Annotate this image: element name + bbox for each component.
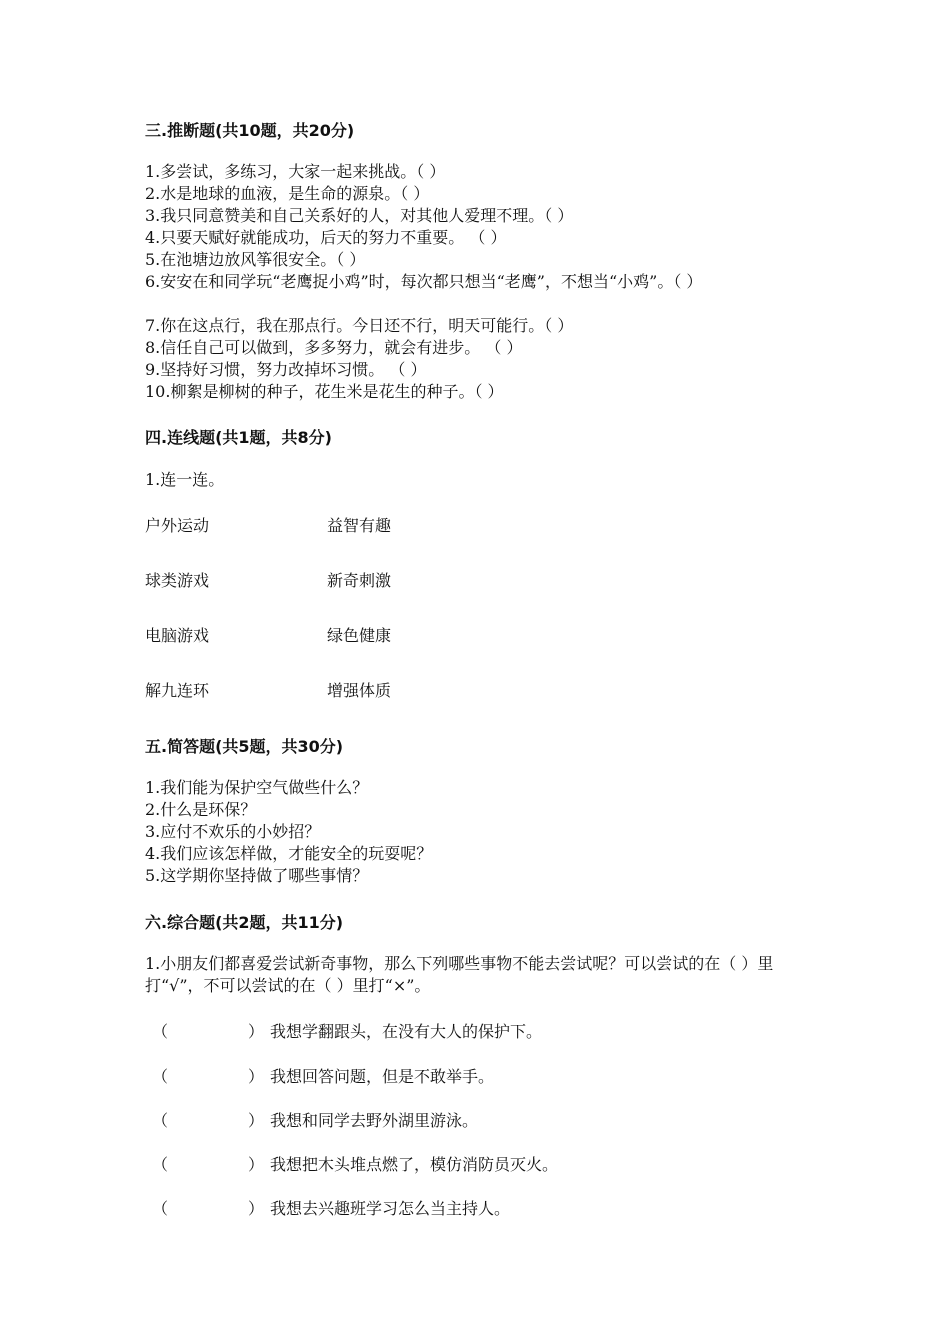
matching-right-item: 增强体质 bbox=[327, 681, 392, 700]
option-text: 我想学翻跟头，在没有大人的保护下。 bbox=[270, 1022, 543, 1041]
option-text: 我想和同学去野外湖里游泳。 bbox=[270, 1111, 479, 1130]
answer-paren-close: ） bbox=[248, 1111, 265, 1130]
short-answer-item: 5.这学期你坚持做了哪些事情？ bbox=[145, 866, 369, 885]
option-text: 我想把木头堆点燃了，模仿消防员灭火。 bbox=[270, 1155, 559, 1174]
judgment-item: 4.只要天赋好就能成功，后天的努力不重要。 （ ） bbox=[145, 228, 507, 247]
matching-right-item: 绿色健康 bbox=[327, 626, 392, 645]
comprehensive-question: 1.小朋友们都喜爱尝试新奇事物，那么下列哪些事物不能去尝试呢？可以尝试的在（ ）里打“√”，不可以尝试的在（ ）里打“×”。 bbox=[145, 954, 774, 995]
matching-left-item: 球类游戏 bbox=[145, 571, 210, 590]
short-answer-item: 1.我们能为保护空气做些什么？ bbox=[145, 778, 369, 797]
judgment-item: 7.你在这点行，我在那点行。今日还不行，明天可能行。（ ） bbox=[145, 316, 574, 335]
judgment-item: 9.坚持好习惯，努力改掉坏习惯。 （ ） bbox=[145, 360, 427, 379]
judgment-item: 5.在池塘边放风筝很安全。（ ） bbox=[145, 250, 366, 269]
option-text: 我想回答问题，但是不敢举手。 bbox=[270, 1067, 495, 1086]
judgment-item: 1.多尝试，多练习，大家一起来挑战。（ ） bbox=[145, 162, 446, 181]
answer-paren-open[interactable]: （ bbox=[152, 1155, 169, 1174]
answer-paren-open[interactable]: （ bbox=[152, 1199, 169, 1218]
answer-paren-open[interactable]: （ bbox=[152, 1067, 169, 1086]
answer-paren-open[interactable]: （ bbox=[152, 1111, 169, 1130]
judgment-item: 6.安安在和同学玩“老鹰捉小鸡”时，每次都只想当“老鹰”，不想当“小鸡”。（ ） bbox=[145, 272, 703, 291]
answer-paren-open[interactable]: （ bbox=[152, 1022, 169, 1041]
answer-paren-close: ） bbox=[248, 1067, 265, 1086]
short-answer-item: 3.应付不欢乐的小妙招？ bbox=[145, 822, 321, 841]
matching-right-item: 益智有趣 bbox=[327, 516, 392, 535]
short-answer-item: 4.我们应该怎样做，才能安全的玩耍呢？ bbox=[145, 844, 433, 863]
short-answer-item: 2.什么是环保？ bbox=[145, 800, 257, 819]
matching-question: 1.连一连。 bbox=[145, 470, 225, 489]
judgment-item: 2.水是地球的血液，是生命的源泉。（ ） bbox=[145, 184, 430, 203]
section-title-judgment: 三.推断题(共10题，共20分) bbox=[145, 121, 355, 140]
matching-left-item: 解九连环 bbox=[145, 681, 210, 700]
matching-left-item: 电脑游戏 bbox=[145, 626, 210, 645]
section-title-comprehensive: 六.综合题(共2题，共11分) bbox=[145, 913, 344, 932]
matching-right-item: 新奇刺激 bbox=[327, 571, 392, 590]
answer-paren-close: ） bbox=[248, 1155, 265, 1174]
answer-paren-close: ） bbox=[248, 1022, 265, 1041]
answer-paren-close: ） bbox=[248, 1199, 265, 1218]
judgment-item: 3.我只同意赞美和自己关系好的人，对其他人爱理不理。（ ） bbox=[145, 206, 574, 225]
option-text: 我想去兴趣班学习怎么当主持人。 bbox=[270, 1199, 511, 1218]
matching-left-item: 户外运动 bbox=[145, 516, 210, 535]
judgment-item: 8.信任自己可以做到，多多努力，就会有进步。 （ ） bbox=[145, 338, 523, 357]
section-title-matching: 四.连线题(共1题，共8分) bbox=[145, 428, 332, 447]
judgment-item: 10.柳絮是柳树的种子，花生米是花生的种子。（ ） bbox=[145, 382, 504, 401]
section-title-short-answer: 五.简答题(共5题，共30分) bbox=[145, 737, 344, 756]
